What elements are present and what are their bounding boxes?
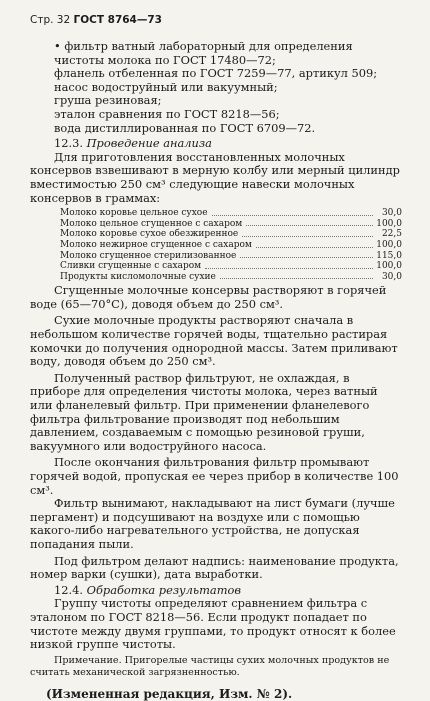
- sample-weights-table: [30, 208, 402, 282]
- equipment-item: насос водоструйный или вакуумный;: [54, 79, 278, 94]
- page-header: [30, 14, 402, 26]
- paragraph: После окончания фильтрования фильтр промывают горячей водой, пропуская ее через прибор в количестве 100 см³.: [30, 455, 399, 497]
- equipment-item: эталон сравнения по ГОСТ 8218—56;: [54, 106, 280, 121]
- standard-code: ГОСТ 8764—73: [73, 14, 162, 26]
- section-heading: 12.3. Проведение анализа: [54, 136, 212, 151]
- page-number: Стр. 32: [30, 14, 71, 26]
- paragraph: Группу чистоты определяют сравнением фильтра с эталоном по ГОСТ 8218—56. Если продукт попадает по чистоте между двумя группами, то продукт относят к более низкой группе чистоты.: [30, 596, 396, 652]
- equipment-list: [30, 40, 402, 135]
- table-row: Сливки сгущенные с сахаром 100,0: [60, 261, 402, 272]
- equipment-item: • фильтр ватный лабораторный для определения чистоты молока по ГОСТ 17480—72;: [54, 39, 353, 67]
- table-row: Молоко нежирное сгущенное с сахаром 100,0: [60, 239, 402, 250]
- paragraph: Для приготовления восстановленных молочных консервов взвешивают в мерную колбу или мерный цилиндр вместимостью 250 см³ следующие навески молочных консервов в граммах:: [30, 149, 400, 205]
- edit-note: (Измененная редакция, Изм. № 2).: [46, 686, 293, 701]
- equipment-item: вода дистиллированная по ГОСТ 6709—72.: [54, 120, 316, 135]
- equipment-item: груша резиновая;: [54, 93, 162, 108]
- footnote: Примечание. Пригорелые частицы сухих молочных продуктов не считать механической загрязненностью.: [30, 654, 390, 678]
- table-row: Продукты кисломолочные сухие 30,0: [60, 271, 402, 282]
- paragraph: Фильтр вынимают, накладывают на лист бумаги (лучше пергамент) и подсушивают на воздухе или с помощью какого-либо нагревательного устройства, не допуская попадания пыли.: [30, 496, 395, 551]
- section-heading: 12.4. Обработка результатов: [54, 582, 241, 597]
- table-row: Молоко коровье цельное сухое 30,0: [60, 208, 402, 219]
- equipment-item: фланель отбеленная по ГОСТ 7259—77, артикул 509;: [54, 66, 378, 81]
- paragraph: Под фильтром делают надпись: наименование продукта, номер варки (сушки), дата выработки.: [30, 553, 399, 582]
- table-row: Молоко цельное сгущенное с сахаром 100,0: [60, 218, 402, 229]
- paragraph: Сгущенные молочные консервы растворяют в горячей воде (65—70°С), доводя объем до 250 см³.: [30, 283, 387, 311]
- paragraph: Полученный раствор фильтруют, не охлаждая, в приборе для определения чистоты молока, через ватный или фланелевый фильтр. При применении фланелевого фильтра фильтрование производят под небольшим давлением, создаваемым с помощью резиновой груши, вакуумного или водоструйного насоса.: [30, 370, 378, 453]
- table-row: Молоко сгущенное стерилизованное 115,0: [60, 250, 402, 261]
- table-row: Молоко коровье сухое обезжиренное 22,5: [60, 229, 402, 240]
- paragraph: Сухие молочные продукты растворяют сначала в небольшом количестве горячей воды, тщательно растирая комочки до получения однородной массы. Затем приливают воду, доводя объем до 250 см³.: [30, 313, 398, 369]
